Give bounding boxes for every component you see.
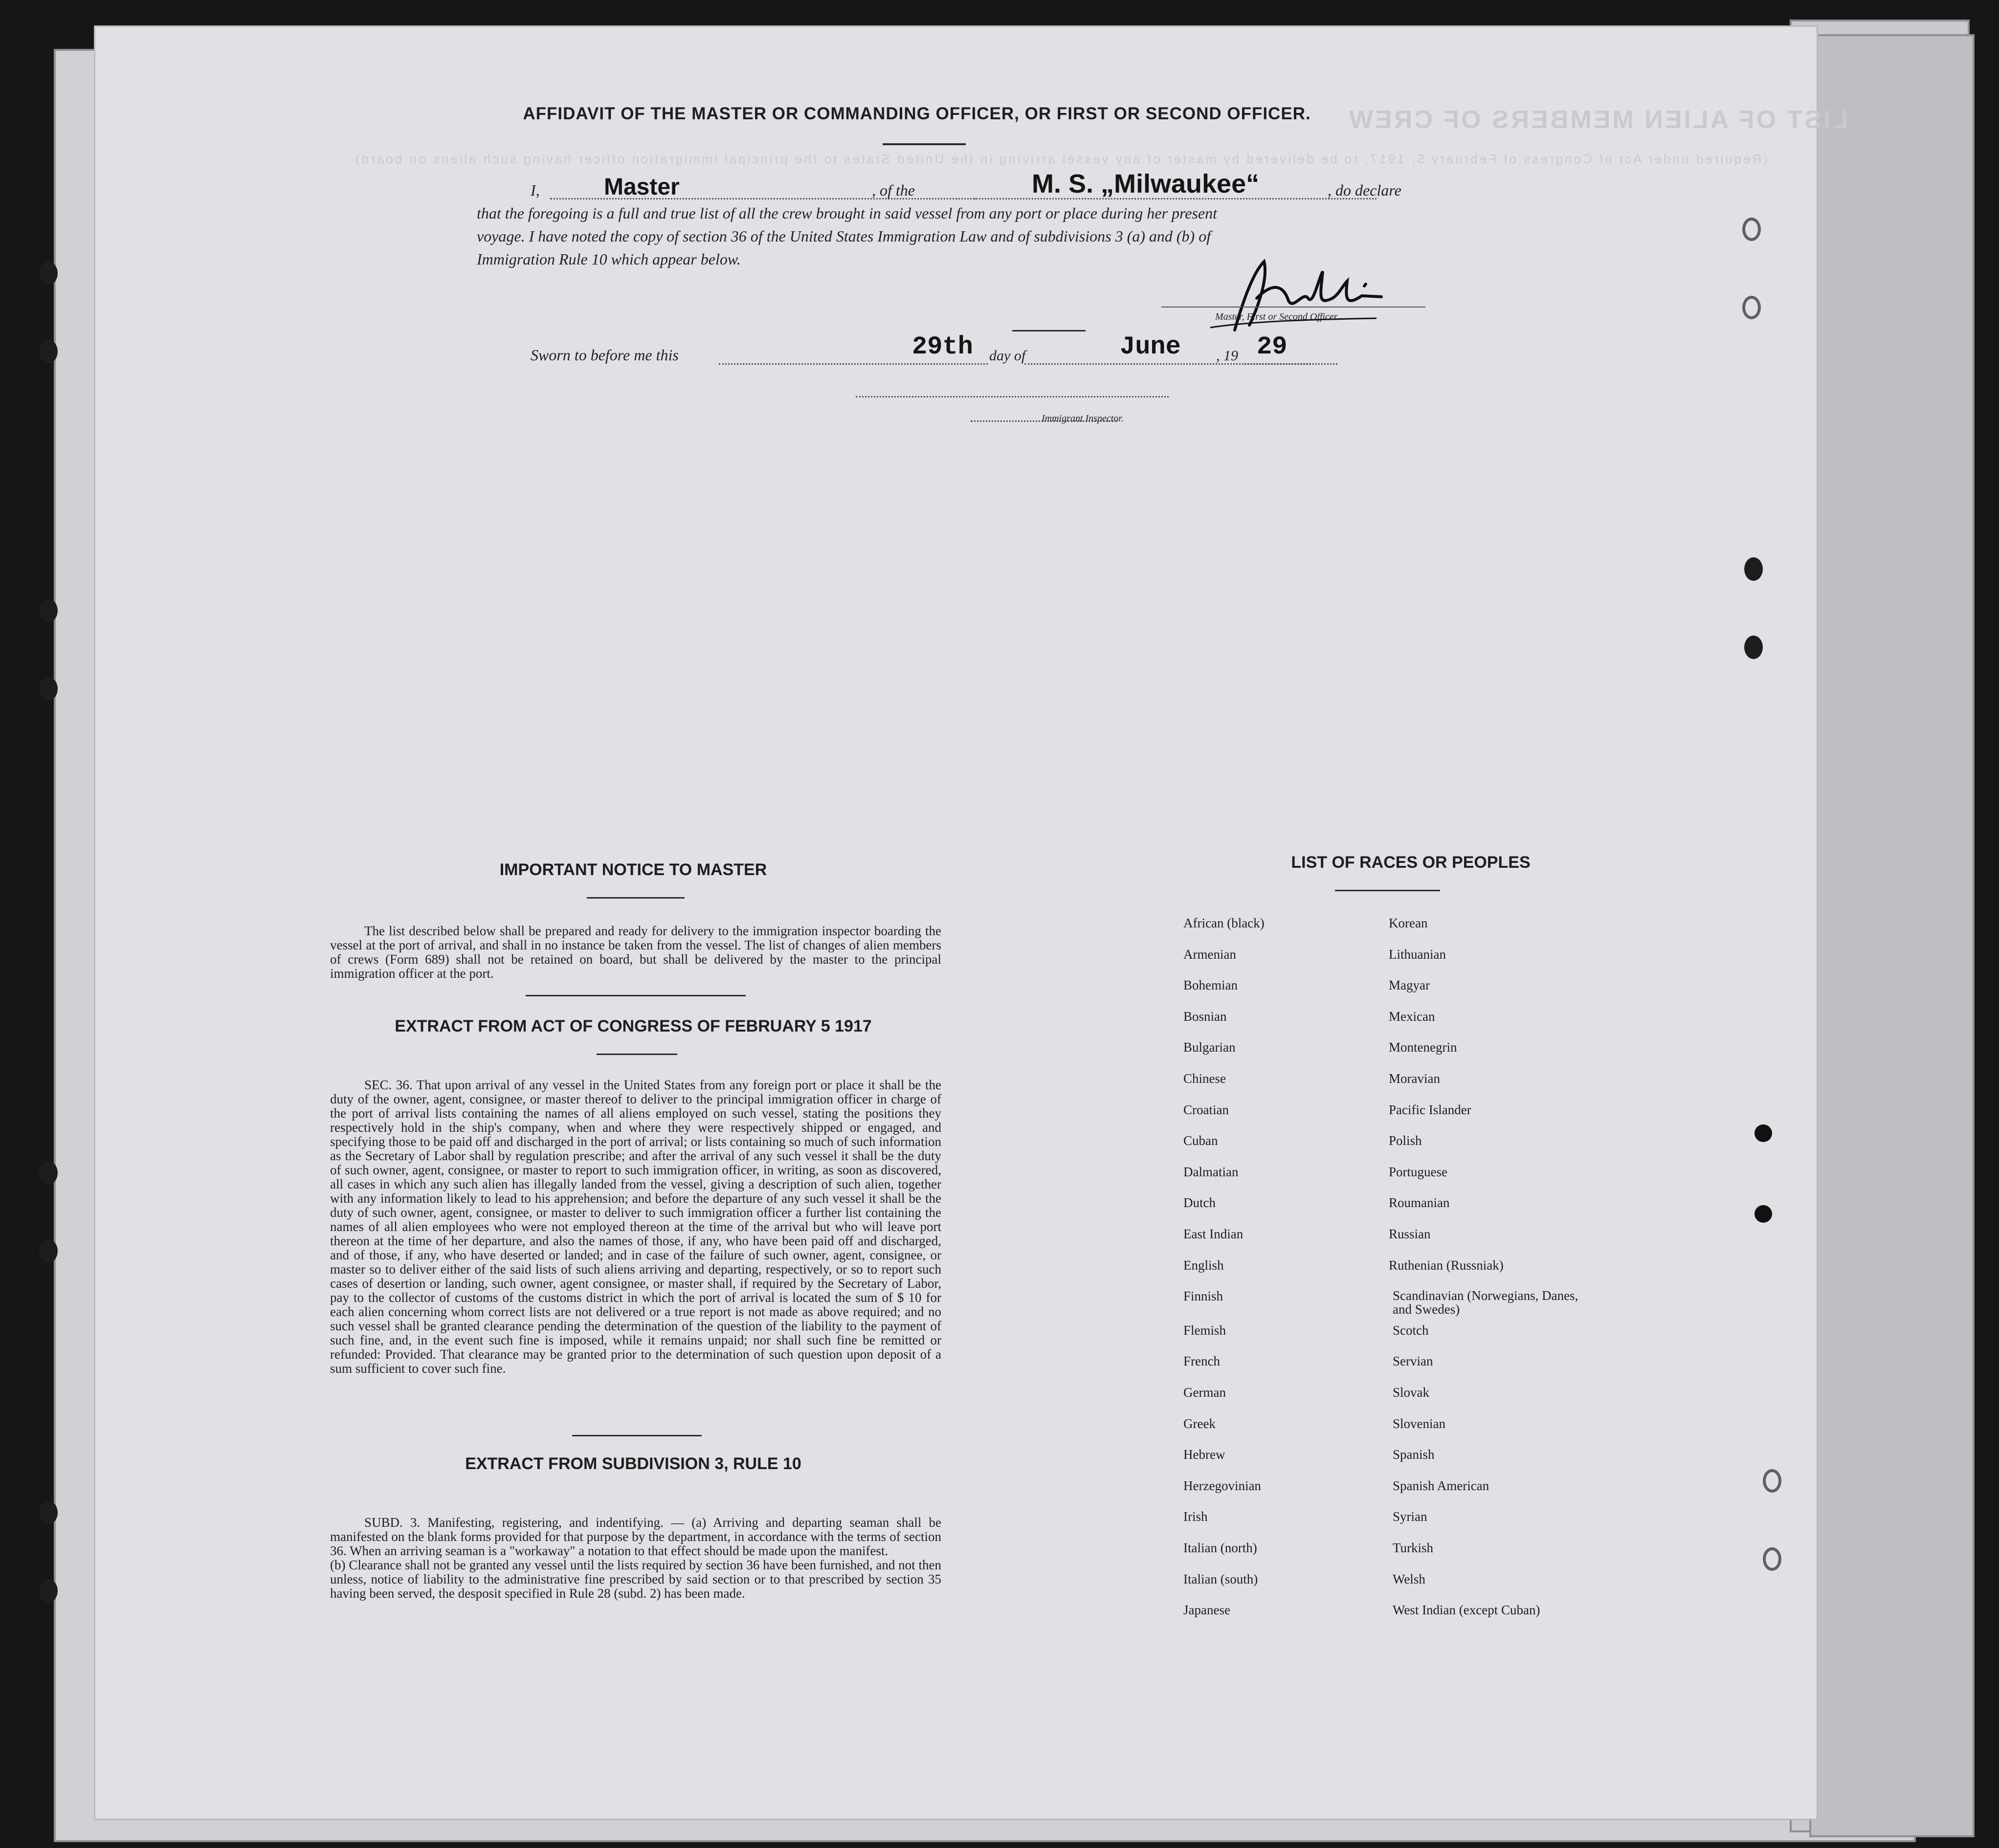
race-item: Spanish American (1393, 1478, 1489, 1493)
bleed-through-line: (Required under Act of Congress of February 5, 1917, to be delivered by master of any vessel arriving in the United States to the principal immigration officer having such aliens on board) (354, 152, 1768, 166)
race-item: Magyar (1389, 978, 1430, 992)
affidavit-of-the: , of the (872, 181, 915, 199)
punch-hole (1763, 1547, 1781, 1571)
bleed-through-title: LIST OF ALIEN MEMBERS OF CREW (1347, 106, 1848, 134)
race-item: Slovenian (1393, 1416, 1445, 1431)
race-item: East Indian (1183, 1227, 1244, 1241)
act-extract-text: SEC. 36. That upon arrival of any vessel in the United States from any foreign port or place it shall be the duty of the owner, agent, consignee, or master thereof to deliver to the principal immigration officer in charge of the port of arrival lists containing the names of all aliens employed on such vessel, stating the positions they respectively hold in the ship's company, when and where they were respectively shipped or engaged, and specifying those to be paid off and discharged in the port of arrival; or lists containing so much of such information as the Secretary of Labor shall by regulation prescribe; and after the arrival of any such vessel it shall be the duty of such owner, agent, consignee, or master to report to such immigration officer, in writing, as soon as discovered, all cases in which any such alien has illegally landed from the vessel, giving a description of such alien, together with any information likely to lead to his apprehension; and before the departure of any such vessel it shall be the duty of such owner, agent, consignee, or master to deliver to such immigration officer a further list containing the names of all alien employees who were not employed thereon at the time of the arrival but who will leave port thereon at the time of her departure, and also the names of those, if any, who have been paid off and discharged, and of those, if any, who have deserted or landed; and in case of the failure of such owner, agent, consignee, or master so to deliver either of the said lists of such aliens arriving and departing, respectively, or so to report such cases of desertion or landing, such owner, agent consignee, or master shall, if required by the Secretary of Labor, pay to the collector of customs of the customs district in which the port of arrival is located the sum of $ 10 for each alien concerning whom correct lists are not delivered or a true report is not made as above required; and no such vessel shall be granted clearance pending the determination of the question of the liability to the payment of such fine, and, in the event such fine is imposed, while it remains unpaid; nor shall such fine be remitted or refunded: Provided. That clearance may be granted prior to the determination of such question upon deposit of a sum sufficient to cover such fine. (330, 1078, 941, 1376)
race-item: Herzegovinian (1183, 1478, 1261, 1493)
affidavit-title: AFFIDAVIT OF THE MASTER OR COMMANDING OFFICER, OR FIRST OR SECOND OFFICER. (523, 104, 1311, 123)
year-prefix: , 19 (1216, 348, 1238, 364)
binder-hole (39, 1579, 58, 1603)
affidavit-do-declare: , do declare (1328, 181, 1401, 199)
race-item: Servian (1393, 1354, 1433, 1368)
race-item: Irish (1183, 1509, 1208, 1524)
race-item: English (1183, 1258, 1224, 1273)
race-item: Slovak (1393, 1385, 1430, 1400)
binder-hole (39, 599, 58, 622)
race-item: West Indian (except Cuban) (1393, 1603, 1540, 1617)
race-item: Syrian (1393, 1509, 1427, 1524)
race-item: Armenian (1183, 947, 1236, 962)
rule-extract-text: SUBD. 3. Manifesting, registering, and indentifying. — (a) Arriving and departing seaman shall be manifested on the blank forms provided for that purpose by the department, in accordance with the terms of section 36. When an arriving seaman is a "workaway" a notation to that effect should be made upon the manifest. (b) Clearance shall not be granted any vessel until the lists required by section 36 have been furnished, and not then unless, notice of liability to the administrative fine prescribed by said section or to that prescribed by section 35 having been served, the desposit specified in Rule 28 (subd. 2) has been made. (330, 1515, 941, 1601)
race-item: Bohemian (1183, 978, 1238, 992)
notice-text: The list described below shall be prepared and ready for delivery to the immigration inspector boarding the vessel at the port of arrival, and shall in no instance be taken from the vessel. The list of changes of alien members of crews (Form 689) shall not be retained on board, but shall be delivered by the master to the principal immigration officer at the port. (330, 924, 941, 981)
officer-rank: Master (604, 174, 680, 200)
binder-hole (39, 340, 58, 363)
day-blank (719, 363, 988, 365)
inspector-blank (856, 396, 1169, 397)
race-item: Scotch (1393, 1323, 1429, 1338)
punch-hole (1744, 557, 1763, 581)
affidavit-body-line-2: voyage. I have noted the copy of section 36 of the United States Immigration Law and of subdivisions 3 (a) and (b) of (477, 227, 1211, 245)
race-item: Portuguese (1389, 1165, 1447, 1179)
sworn-label: Sworn to before me this (531, 346, 679, 364)
race-item: Lithuanian (1389, 947, 1446, 962)
binder-hole (39, 1501, 58, 1524)
sworn-year: 29 (1257, 332, 1288, 361)
master-signature (1171, 252, 1465, 340)
race-item: Ruthenian (Russniak) (1389, 1258, 1504, 1273)
race-item: Greek (1183, 1416, 1216, 1431)
act-extract-title: EXTRACT FROM ACT OF CONGRESS OF FEBRUARY 5 1917 (395, 1017, 872, 1035)
race-item: Polish (1389, 1133, 1422, 1148)
punch-hole (1742, 296, 1761, 319)
divider (597, 1054, 677, 1055)
race-item: Welsh (1393, 1572, 1425, 1586)
divider (526, 995, 746, 996)
rule-extract-title: EXTRACT FROM SUBDIVISION 3, RULE 10 (465, 1454, 801, 1473)
binder-hole (39, 262, 58, 285)
affidavit-i: I, (531, 181, 540, 199)
race-item: French (1183, 1354, 1220, 1368)
divider (883, 143, 966, 145)
sworn-month: June (1120, 332, 1181, 361)
day-of-label: day of (989, 348, 1026, 364)
race-item: Finnish (1183, 1289, 1223, 1303)
race-item: Croatian (1183, 1102, 1229, 1117)
punch-hole (1744, 636, 1763, 659)
binder-hole (39, 1239, 58, 1263)
race-item: Dutch (1183, 1195, 1216, 1210)
race-item: Roumanian (1389, 1195, 1450, 1210)
race-item: African (black) (1183, 916, 1265, 930)
race-item: Dalmatian (1183, 1165, 1239, 1179)
divider (572, 1435, 702, 1436)
race-item: Pacific Islander (1389, 1102, 1471, 1117)
race-item: German (1183, 1385, 1226, 1400)
punch-hole (1742, 218, 1761, 241)
sworn-day: 29th (912, 332, 973, 361)
race-item: Moravian (1389, 1071, 1440, 1086)
races-title: LIST OF RACES OR PEOPLES (1291, 853, 1531, 872)
binder-hole (39, 677, 58, 701)
race-item: Bosnian (1183, 1009, 1227, 1024)
race-item: Flemish (1183, 1323, 1226, 1338)
punch-hole (1755, 1124, 1772, 1142)
race-item: Russian (1389, 1227, 1431, 1241)
race-item: Japanese (1183, 1603, 1230, 1617)
affidavit-sheet (95, 27, 1848, 1819)
race-item: Hebrew (1183, 1447, 1225, 1462)
race-item: Mexican (1389, 1009, 1435, 1024)
affidavit-body-line-3: Immigration Rule 10 which appear below. (477, 250, 741, 268)
punch-hole (1755, 1205, 1772, 1223)
stacked-page-edge (1809, 34, 1975, 1837)
race-item: Italian (south) (1183, 1572, 1258, 1586)
vessel-name: M. S. „Milwaukee“ (1032, 169, 1260, 198)
binder-hole (39, 1161, 58, 1185)
race-item: Turkish (1393, 1540, 1434, 1555)
race-item: Cuban (1183, 1133, 1218, 1148)
race-item: Korean (1389, 916, 1428, 930)
race-item: Scandinavian (Norwegians, Danes, and Swedes) (1393, 1288, 1578, 1317)
punch-hole (1763, 1469, 1781, 1493)
race-item: Bulgarian (1183, 1040, 1236, 1055)
signature-line (1161, 307, 1425, 308)
race-item: Spanish (1393, 1447, 1435, 1462)
race-item: Montenegrin (1389, 1040, 1457, 1055)
affidavit-body-line-1: that the foregoing is a full and true list of all the crew brought in said vessel from any port or place during her present (477, 204, 1217, 222)
divider (1335, 890, 1440, 891)
inspector-caption: Immigrant Inspector. (1042, 413, 1124, 424)
divider (587, 897, 685, 899)
race-item: Chinese (1183, 1071, 1226, 1086)
year-blank (1242, 363, 1310, 365)
signature-caption: Master, First or Second Officer. (1215, 311, 1339, 322)
notice-title: IMPORTANT NOTICE TO MASTER (499, 860, 767, 879)
divider (1012, 330, 1086, 331)
race-item: Italian (north) (1183, 1540, 1257, 1555)
